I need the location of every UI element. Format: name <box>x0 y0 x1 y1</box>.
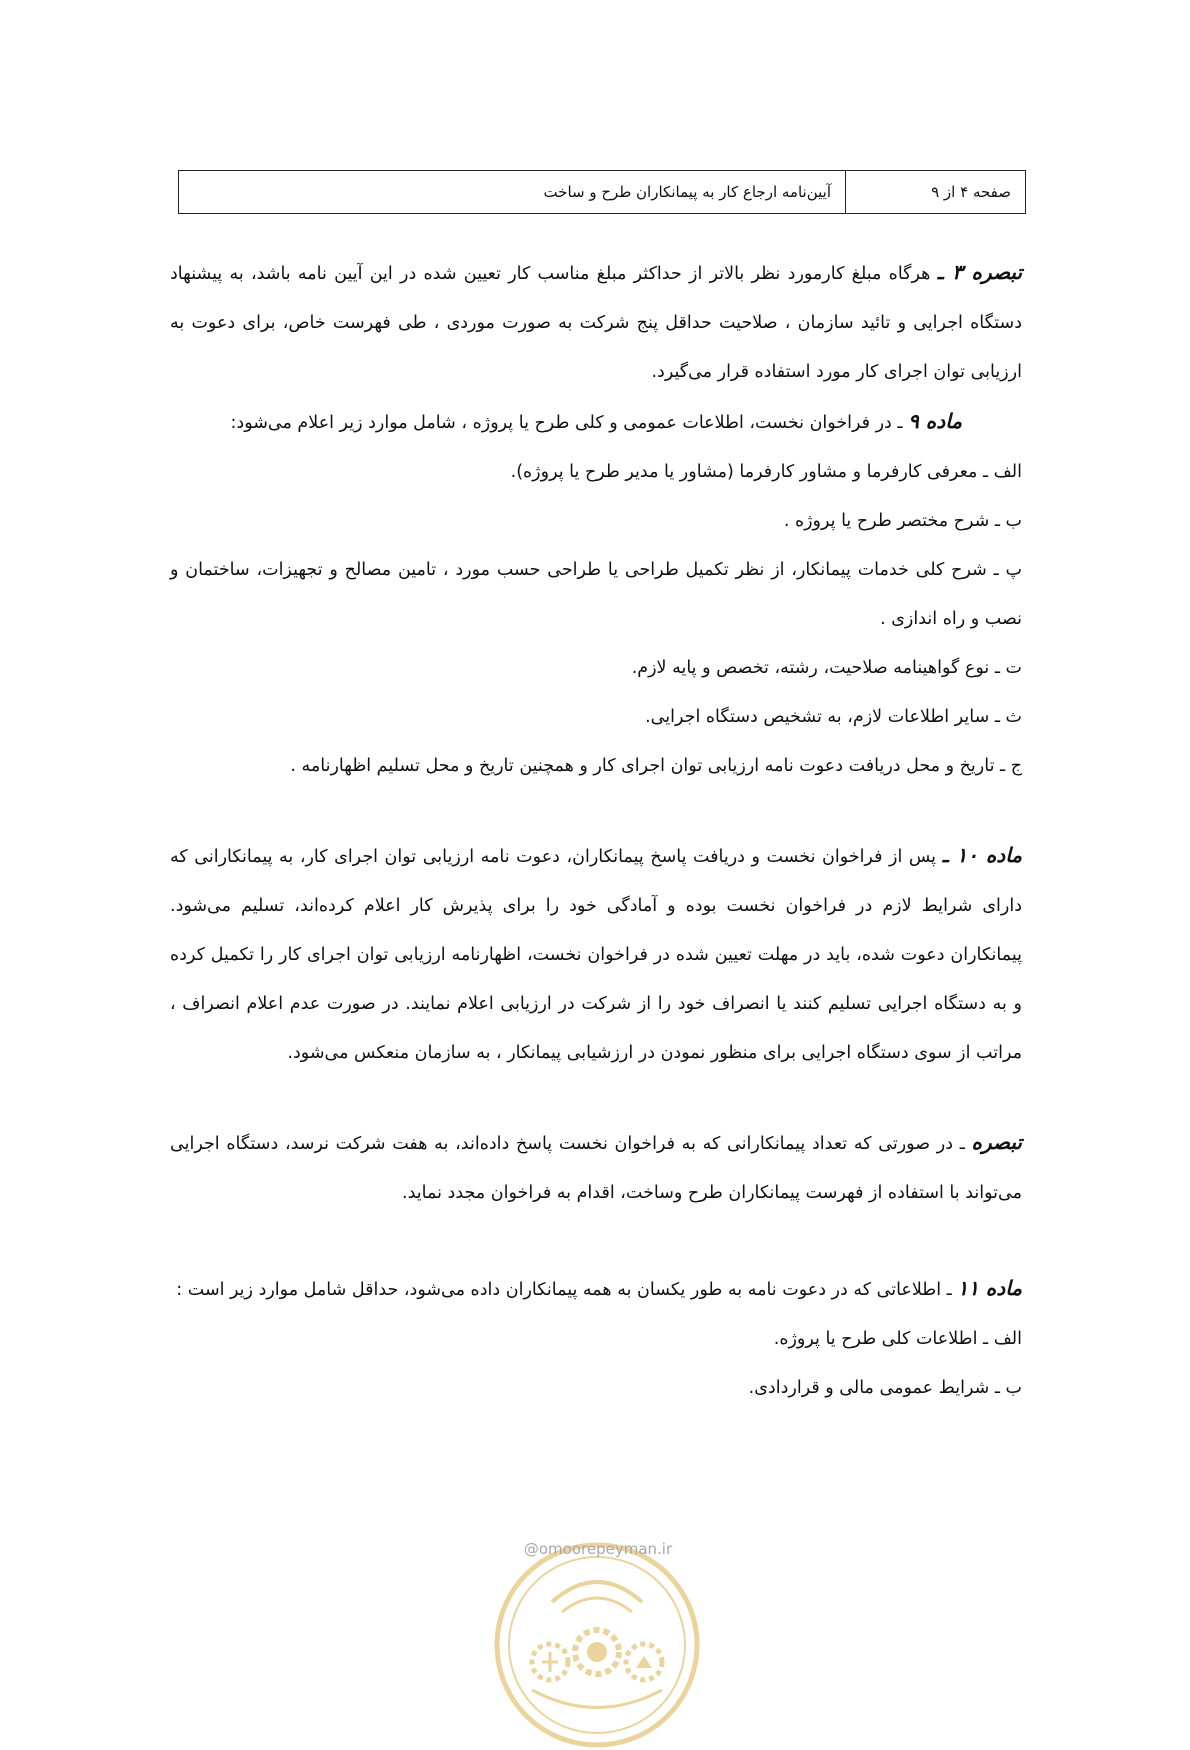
article-10-label: ماده ۱۰ ـ <box>942 843 1023 867</box>
spacer <box>170 1078 1022 1118</box>
article-9-item: ث ـ سایر اطلاعات لازم، به تشخیص دستگاه اجرایی. <box>645 707 1022 727</box>
note-3-paragraph <box>170 248 1022 397</box>
article-11-text: ـ اطلاعاتی که در دعوت نامه به طور یکسان به همه پیمانکاران داده می‌شود، حداقل شامل موارد زیر است : <box>176 1280 958 1300</box>
note-3-label: تبصره ۳ ـ <box>937 260 1023 284</box>
article-11-item: ب ـ شرایط عمومی مالی و قراردادی. <box>748 1378 1022 1398</box>
article-9-item: ت ـ نوع گواهینامه صلاحیت، رشته، تخصص و پایه لازم. <box>631 658 1022 678</box>
spacer <box>170 791 1022 831</box>
note-label: تبصره <box>971 1130 1022 1154</box>
page-header-table <box>178 170 1026 214</box>
article-9-item: پ ـ شرح کلی خدمات پیمانکار، از نظر تکمیل طراحی یا طراحی حسب مورد ، تامین مصالح و تجهیزات، ساختمان و نصب و راه اندازی . <box>170 560 1022 629</box>
article-10-paragraph <box>170 831 1022 1078</box>
note-paragraph <box>170 1118 1022 1218</box>
article-11-label: ماده ۱۱ <box>957 1276 1022 1300</box>
note-3-text: هرگاه مبلغ کارمورد نظر بالاتر از حداکثر مبلغ مناسب کار تعیین شده در این آیین نامه باشد، به پیشنهاد دستگاه اجرایی و تائید سازمان ، صلاحیت حداقل پنج شرکت به صورت موردی ، طی فهرست خاص، برای دعوت به ارزیابی توان اجرای کار مورد استفاده قرار می‌گیرد. <box>170 264 1022 382</box>
document-title: آیین‌نامه ارجاع کار به پیمانکاران طرح و ساخت <box>543 183 831 201</box>
watermark-seal-logo <box>492 1540 702 1750</box>
article-11-paragraph <box>170 1264 1022 1315</box>
article-9-paragraph <box>170 397 1022 448</box>
page-number: صفحه ۴ از ۹ <box>845 171 1025 213</box>
article-9-item: ج ـ تاریخ و محل دریافت دعوت نامه ارزیابی توان اجرای کار و همچنین تاریخ و محل تسلیم اظهارنامه . <box>290 756 1022 776</box>
article-9-item: الف ـ معرفی کارفرما و مشاور کارفرما (مشاور یا مدیر طرح یا پروژه). <box>510 462 1022 482</box>
article-11-item: الف ـ اطلاعات کلی طرح یا پروژه. <box>773 1329 1022 1349</box>
spacer <box>170 1218 1022 1264</box>
watermark-caption: @omoorepeyman.ir <box>523 1540 673 1558</box>
document-body <box>170 248 1022 1413</box>
note-text: ـ در صورتی که تعداد پیمانکارانی که به فراخوان نخست پاسخ داده‌اند، به هفت شرکت نرسد، دستگاه اجرایی می‌تواند با استفاده از فهرست پیمانکاران طرح وساخت، اقدام به فراخوان مجدد نماید. <box>170 1134 1022 1203</box>
article-9-text: ـ در فراخوان نخست، اطلاعات عمومی و کلی طرح یا پروژه ، شامل موارد زیر اعلام می‌شود: <box>230 413 909 433</box>
article-9-item: ب ـ شرح مختصر طرح یا پروژه . <box>783 511 1022 531</box>
article-9-label: ماده ۹ <box>908 409 962 433</box>
article-10-text: پس از فراخوان نخست و دریافت پاسخ پیمانکاران، دعوت نامه ارزیابی توان اجرای کار، به پیمانکارانی که دارای شرایط لازم در فراخوان نخست بوده و آمادگی خود را برای پذیرش کار اعلام کرده‌اند، تسلیم می‌شود. پیمانکاران دعوت شده، باید در مهلت تعیین شده در فراخوان نخست، اظهارنامه ارزیابی توان اجرای کار را تکمیل کرده و به دستگاه اجرایی تسلیم کنند یا انصراف خود را از شرکت در ارزیابی اعلام نمایند. در صورت عدم اعلام انصراف ، مراتب از سوی دستگاه اجرایی برای منظور نمودن در ارزشیابی پیمانکار ، به سازمان منعکس می‌شود. <box>170 847 1022 1063</box>
